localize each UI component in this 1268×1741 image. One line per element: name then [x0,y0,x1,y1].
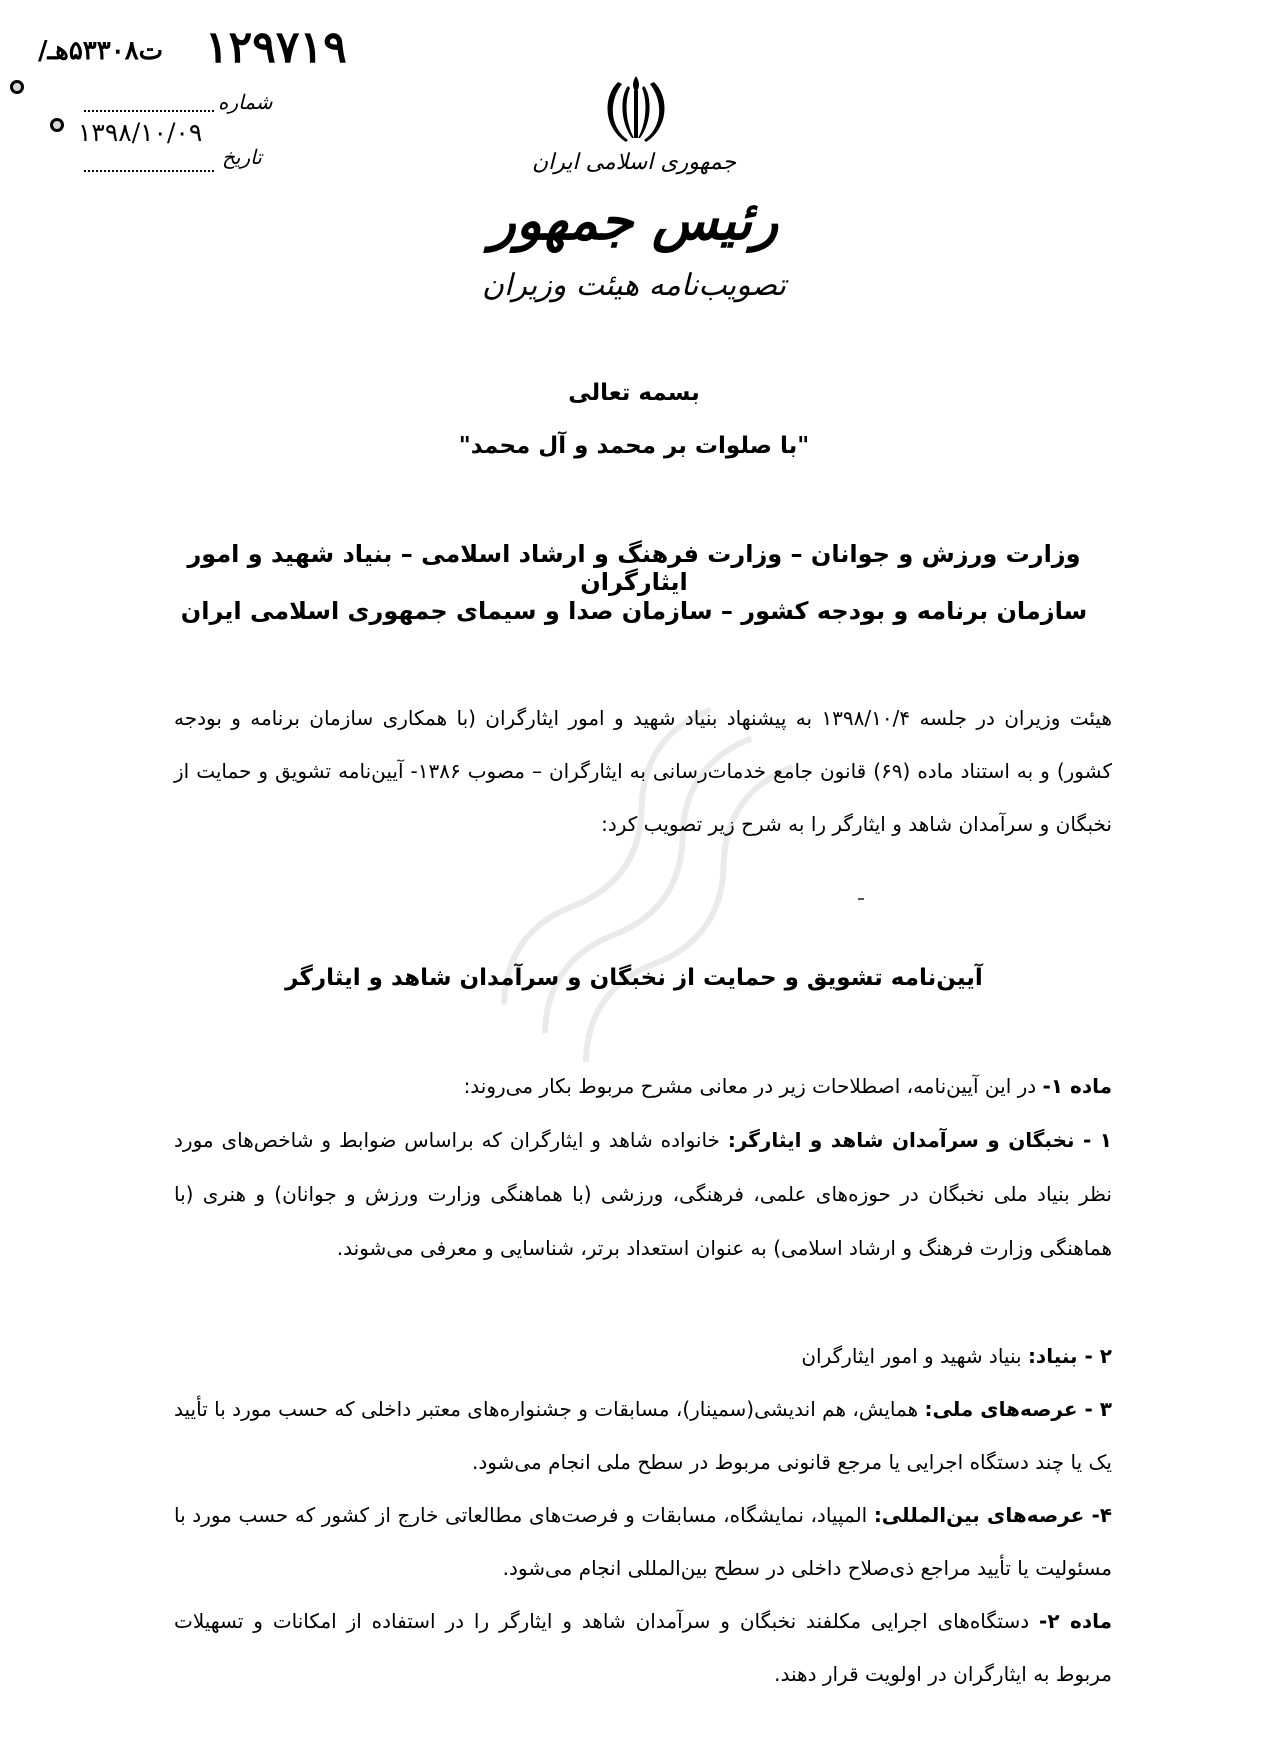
regulation-title: آیین‌نامه تشویق و حمایت از نخبگان و سرآمدان شاهد و ایثارگر [285,965,983,991]
president-title: رئیس جمهور [489,188,779,252]
definition-3 [174,1383,1112,1489]
definition-1-term: ۱ - نخبگان و سرآمدان شاهد و ایثارگر: [727,1128,1112,1152]
addressees-line-1: وزارت ورزش و جوانان – وزارت فرهنگ و ارشاد اسلامی – بنیاد شهید و امور ایثارگران [187,540,1081,596]
basmala: بسمه تعالی [568,380,700,406]
definition-1-text: خانواده شاهد و ایثارگران که براساس ضوابط و شاخص‌های مورد نظر بنیاد ملی نخبگان در حوزه‌های علمی، فرهنگی، ورزشی (با هماهنگی وزارت ورزش و جوانان) و هنری (با هماهنگی وزارت فرهنگ و ارشاد اسلامی) به عنوان استعداد برتر، شناسایی و معرفی می‌شوند. [174,1128,1112,1260]
reference-code: /ت۵۳۳۰۸هـ [38,36,164,66]
date-dotted-line [84,170,214,172]
reference-number: ۱۲۹۷۱۹ [205,22,347,73]
definition-1 [174,1113,1112,1275]
article-2-heading: ماده ۲- [1039,1609,1112,1633]
article-2 [174,1595,1112,1701]
article-1 [174,1060,1112,1113]
stray-mark [858,898,864,900]
republic-title: جمهوری اسلامی ایران [531,150,737,175]
addressees-line-2: سازمان برنامه و بودجه کشور – سازمان صدا و سیمای جمهوری اسلامی ایران [180,597,1088,625]
cabinet-resolution-title: تصویب‌نامه هیئت وزیران [481,268,786,303]
definition-2-text: بنیاد شهید و امور ایثارگران [801,1344,1022,1368]
article-1-heading: ماده ۱- [1042,1074,1112,1098]
iran-emblem-icon [598,72,674,146]
article-2-text: دستگاه‌های اجرایی مکلفند نخبگان و سرآمدان شاهد و ایثارگر را در استفاده از امکانات و تسهیلات مربوط به ایثارگران در اولویت قرار دهند. [174,1609,1112,1686]
definition-4-text: المپیاد، نمایشگاه، مسابقات و فرصت‌های مطالعاتی خارج از کشور که حسب مورد با مسئولیت یا تأیید مراجع ذی‌صلاح داخلی در سطح بین‌المللی انجام می‌شود. [174,1503,1112,1580]
intro-paragraph: هیئت وزیران در جلسه ۱۳۹۸/۱۰/۴ به پیشنهاد بنیاد شهید و امور ایثارگران (با همکاری سازمان برنامه و بودجه کشور) و به استناد ماده (۶۹) قانون جامع خدمات‌رسانی به ایثارگران – مصوب ۱۳۸۶- آیین‌نامه تشویق و حمایت از نخبگان و سرآمدان شاهد و ایثارگر را به شرح زیر تصویب کرد: [174,706,1112,836]
date-label: تاریخ [222,145,262,169]
number-dotted-line [84,110,214,112]
binder-hole-icon [50,118,64,132]
number-label: شماره [218,90,273,114]
article-1-text: در این آیین‌نامه، اصطلاحات زیر در معانی مشرح مربوط بکار می‌روند: [463,1074,1037,1098]
definition-4 [174,1489,1112,1595]
definition-3-text: همایش، هم اندیشی(سمینار)، مسابقات و جشنواره‌های معتبر داخلی که حسب مورد با تأیید یک یا چند دستگاه اجرایی یا مرجع قانونی مربوط در سطح ملی انجام می‌شود. [174,1397,1112,1474]
date-value: ۱۳۹۸/۱۰/۰۹ [78,118,203,147]
definition-3-term: ۳ - عرصه‌های ملی: [924,1397,1112,1421]
salavat: "با صلوات بر محمد و آل محمد" [458,433,810,459]
definition-4-term: ۴- عرصه‌های بین‌المللی: [873,1503,1113,1527]
binder-hole-icon [10,80,24,94]
definition-2 [174,1330,1112,1383]
definition-2-term: ۲ - بنیاد: [1027,1344,1112,1368]
